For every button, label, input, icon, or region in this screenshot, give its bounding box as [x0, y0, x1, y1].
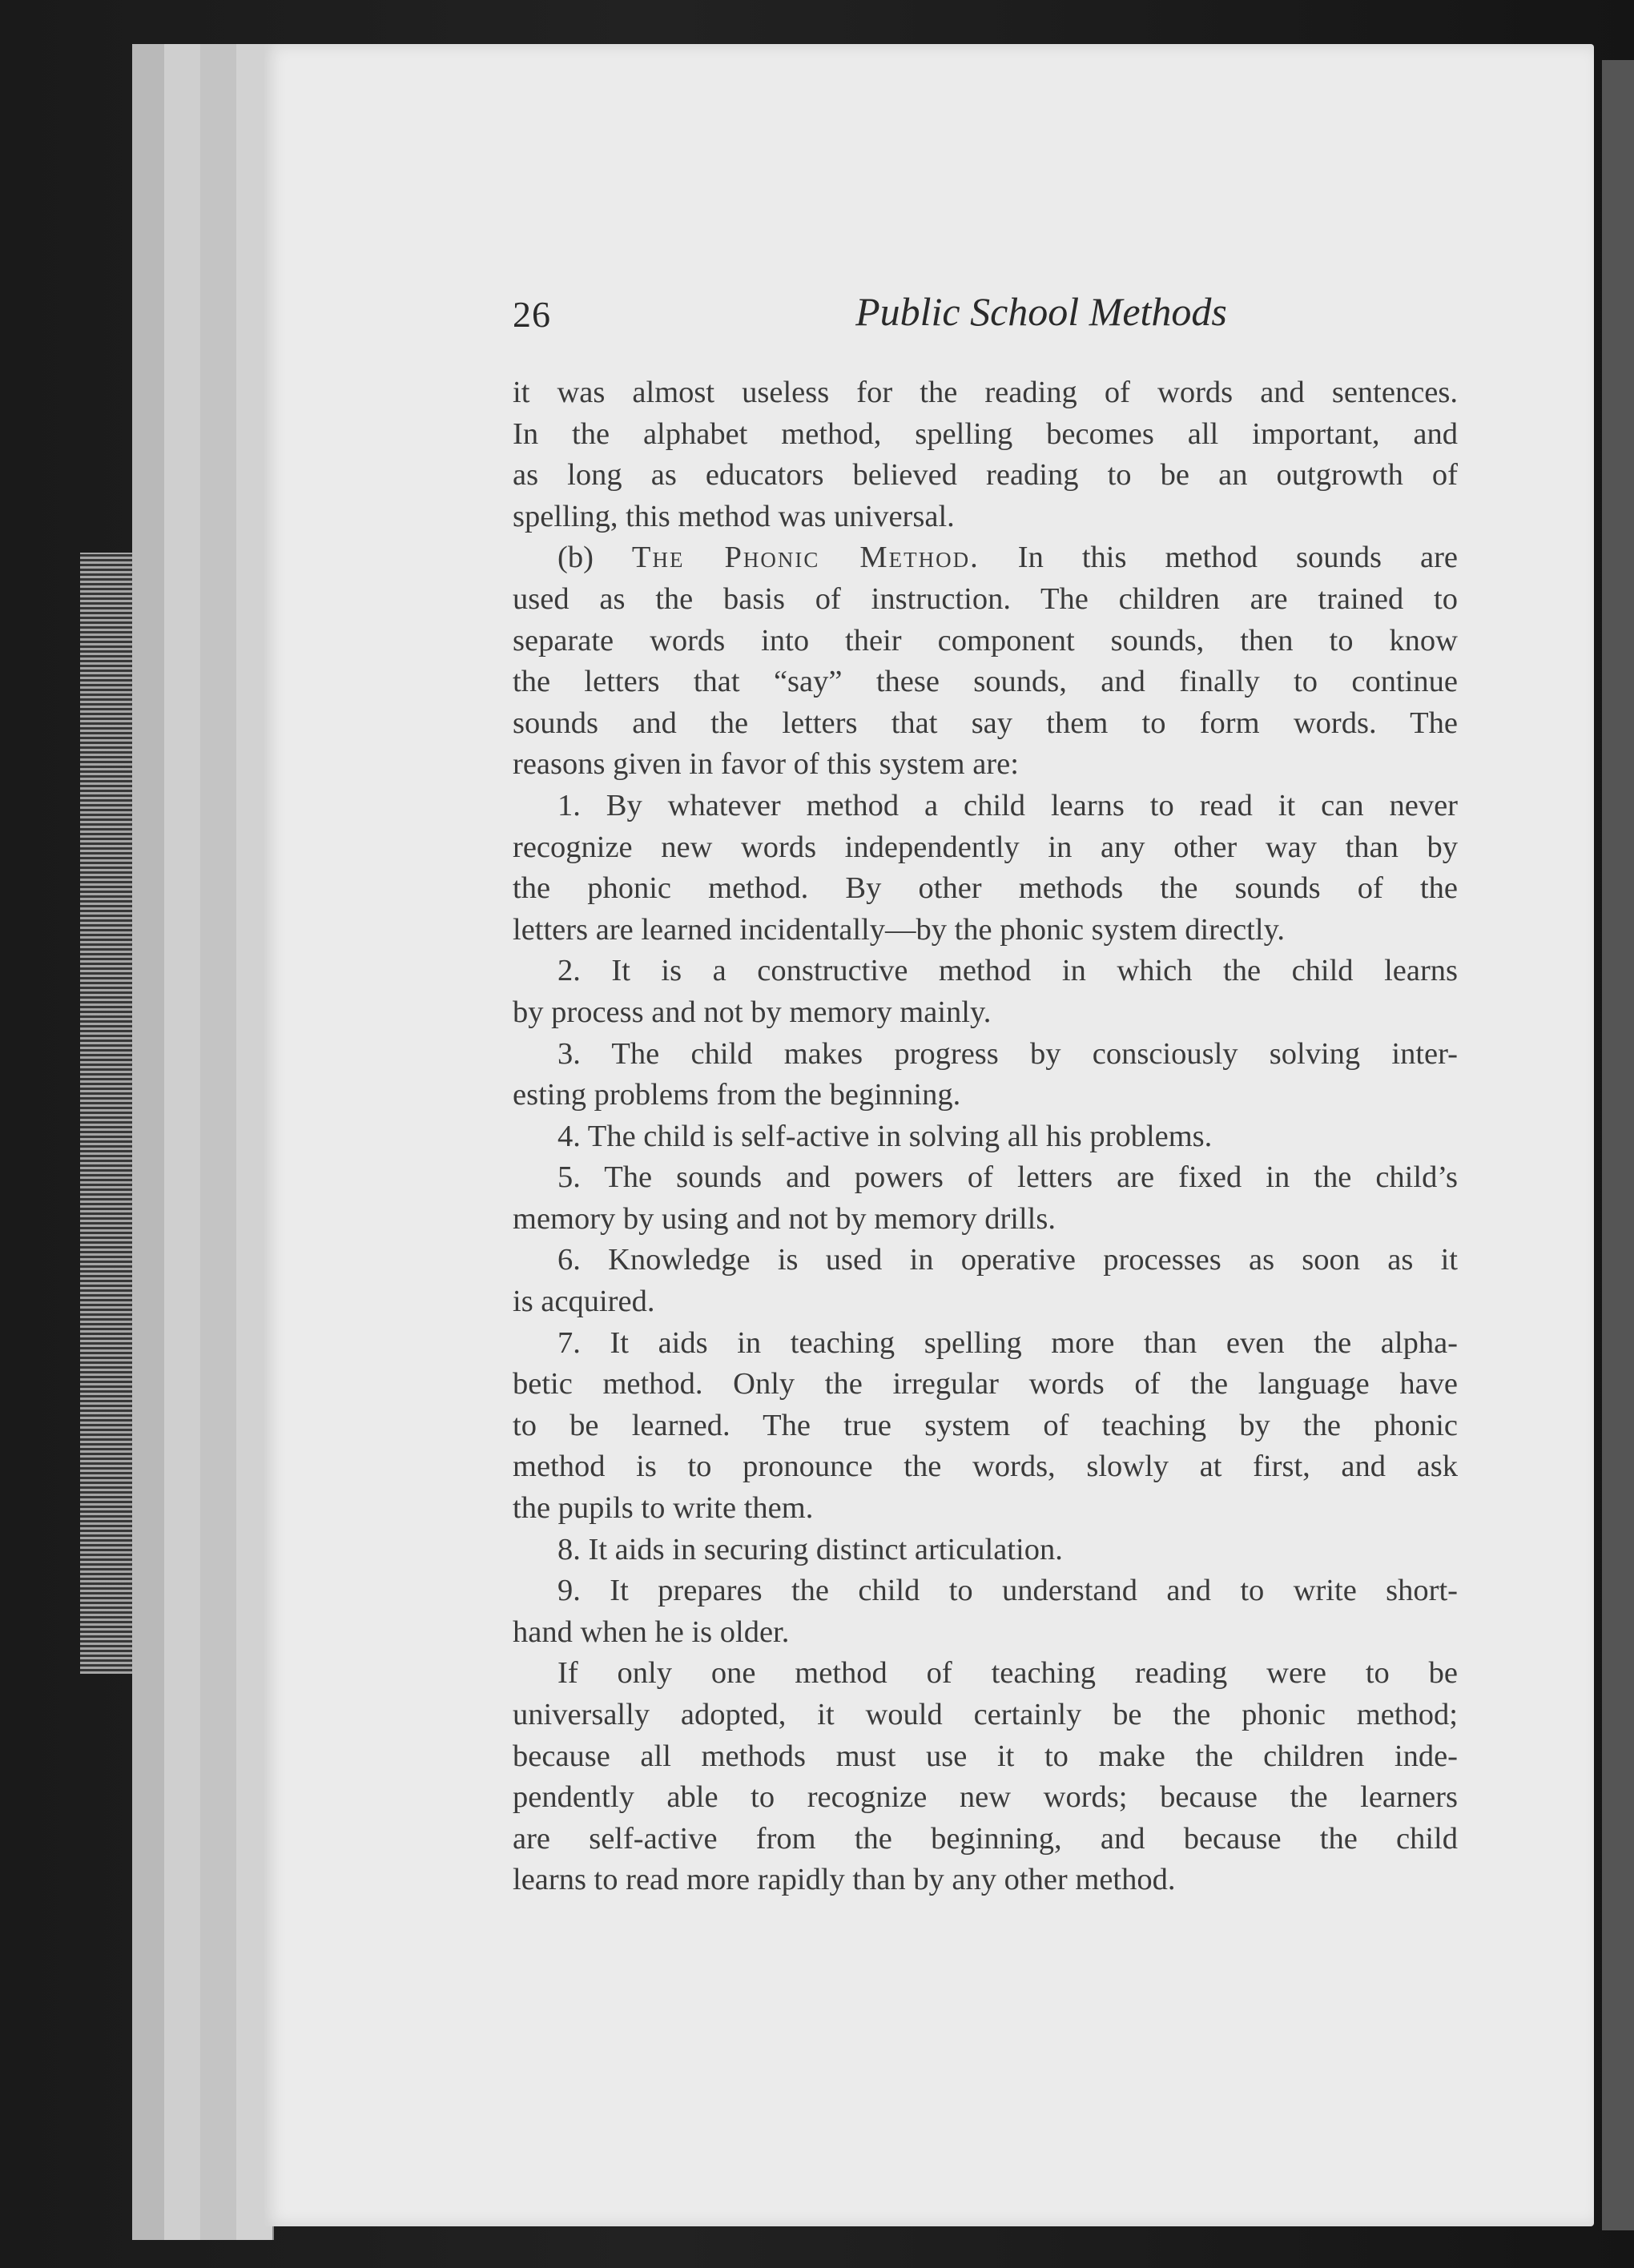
text-line	[513, 1570, 1458, 1612]
book-page	[264, 44, 1594, 2226]
line-text: spelling, this method was universal.	[513, 499, 955, 533]
line-text: by process and not by memory mainly.	[513, 995, 992, 1029]
line-text: learns to read more rapidly than by any other method.	[513, 1863, 1176, 1897]
line-text: universally adopted, it would certainly be the phonic method;	[513, 1698, 1458, 1731]
page-edge	[164, 44, 202, 2240]
line-text: is acquired.	[513, 1285, 655, 1319]
text-line	[513, 1034, 1458, 1076]
text-line	[513, 786, 1458, 827]
page-header	[513, 288, 1474, 352]
text-line	[513, 372, 1458, 414]
text-line	[513, 414, 1458, 456]
text-line	[513, 827, 1458, 869]
text-line	[513, 497, 1458, 538]
line-text: 9. It prepares the child to understand and to write short-	[557, 1574, 1458, 1608]
line-text: memory by using and not by memory drills.	[513, 1201, 1056, 1236]
line-text: the pupils to write them.	[513, 1491, 814, 1526]
text-line	[513, 992, 1458, 1034]
line-text: 4. The child is self-active in solving all his problems.	[557, 1119, 1213, 1153]
text-line	[513, 910, 1458, 951]
line-text: to be learned. The true system of teaching by the phonic	[513, 1408, 1458, 1442]
line-text: method is to pronounce the words, slowly at first, and ask	[513, 1450, 1458, 1484]
line-text: pendently able to recognize new words; because the learners	[513, 1780, 1458, 1815]
line-text: In this method sounds are	[979, 541, 1458, 575]
text-line	[513, 1405, 1458, 1447]
binding-texture	[80, 553, 136, 1674]
text-line	[513, 1075, 1458, 1116]
text-line	[513, 1157, 1458, 1199]
text-line	[513, 1364, 1458, 1405]
text-line	[513, 662, 1458, 703]
text-line	[513, 1860, 1458, 1901]
text-line	[513, 1612, 1458, 1654]
line-text: used as the basis of instruction. The children are trained to	[513, 581, 1458, 616]
text-line	[513, 579, 1458, 621]
page-number: 26	[513, 294, 551, 335]
line-text: 2. It is a constructive method in which the child learns	[557, 954, 1458, 988]
text-line	[513, 868, 1458, 910]
line-text: the letters that “say” these sounds, and finally to continue	[513, 665, 1458, 699]
line-text: letters are learned incidentally—by the phonic system directly.	[513, 912, 1285, 947]
page-edge	[200, 44, 238, 2240]
line-text: as long as educators believed reading to be an outgrowth of	[513, 458, 1458, 493]
text-line	[513, 1736, 1458, 1778]
line-text: In the alphabet method, spelling becomes all important, and	[513, 416, 1458, 451]
text-line	[513, 1819, 1458, 1860]
text-line	[513, 1323, 1458, 1365]
section-marker: (b)	[557, 541, 632, 575]
text-line	[513, 951, 1458, 992]
text-line	[513, 1116, 1458, 1158]
running-title: Public School Methods	[855, 289, 1227, 334]
line-text: recognize new words independently in any other way than by	[513, 830, 1458, 864]
line-text: hand when he is older.	[513, 1615, 790, 1649]
text-line	[513, 1695, 1458, 1736]
text-line	[513, 1240, 1458, 1281]
line-text: the phonic method. By other methods the sounds of the	[513, 871, 1458, 906]
line-text: If only one method of teaching reading were to be	[557, 1656, 1458, 1691]
book-cover-edge	[1602, 60, 1634, 2230]
line-text: because all methods must use it to make the children inde-	[513, 1739, 1458, 1773]
line-text: 1. By whatever method a child learns to read it can never	[557, 788, 1458, 822]
text-line	[513, 621, 1458, 662]
text-line	[513, 537, 1458, 579]
line-text: 3. The child makes progress by consciously solving inter-	[557, 1036, 1458, 1071]
text-line	[513, 1199, 1458, 1241]
section-heading: The Phonic Method.	[631, 541, 980, 575]
text-line	[513, 1488, 1458, 1530]
text-line	[513, 703, 1458, 745]
line-text: 6. Knowledge is used in operative processes as soon as it	[557, 1243, 1458, 1277]
page-edge	[132, 44, 166, 2240]
line-text: 7. It aids in teaching spelling more than even the alpha-	[557, 1325, 1458, 1360]
line-text: reasons given in favor of this system are:	[513, 747, 1019, 782]
line-text: are self-active from the beginning, and because the child	[513, 1821, 1458, 1856]
line-text: sounds and the letters that say them to form words. The	[513, 706, 1458, 740]
text-line	[513, 1281, 1458, 1323]
body-text	[513, 372, 1458, 1901]
text-line	[513, 1446, 1458, 1488]
line-text: 8. It aids in securing distinct articulation.	[557, 1532, 1063, 1566]
text-line	[513, 1653, 1458, 1695]
line-text: separate words into their component sounds, then to know	[513, 623, 1458, 657]
text-line	[513, 1530, 1458, 1571]
text-line	[513, 1777, 1458, 1819]
line-text: it was almost useless for the reading of words and sentences.	[513, 376, 1458, 409]
text-line	[513, 455, 1458, 497]
line-text: 5. The sounds and powers of letters are fixed in the child’s	[557, 1160, 1458, 1195]
line-text: betic method. Only the irregular words of the language have	[513, 1367, 1458, 1401]
line-text: esting problems from the beginning.	[513, 1078, 961, 1112]
text-line	[513, 744, 1458, 786]
